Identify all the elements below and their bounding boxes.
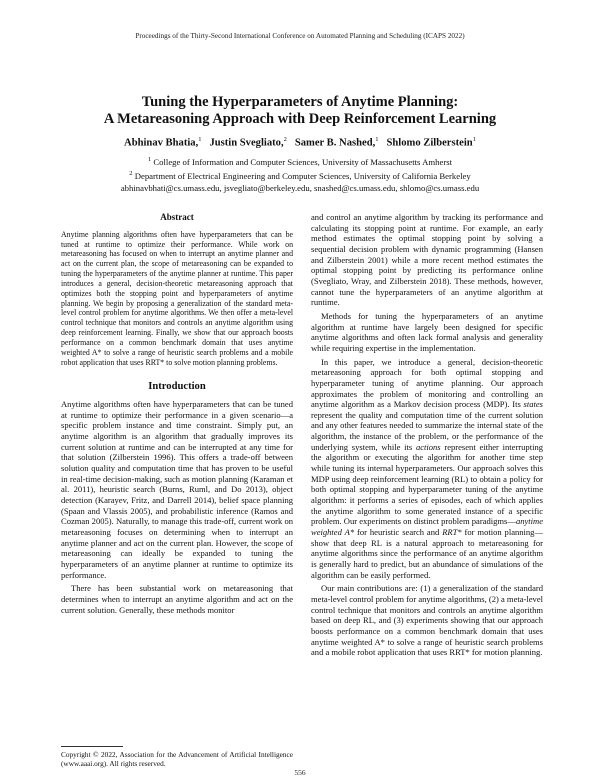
body-paragraph: There has been substantial work on metareasoning that determines when to interrupt an anytime algorithm and act on the current solution. Generally, these methods monitor bbox=[61, 583, 293, 615]
author-affil-mark: 2 bbox=[283, 136, 287, 143]
body-paragraph: Anytime algorithms often have hyperparameters that can be tuned at runtime to optimize their performance in a given scenario—a specific problem instance and time constraint. Simply put, an anytime algorithm is an algorithm that gradually improves its current solution at runtime and can be interrupted at any time for that solution (Zilberstein 1996). This offers a trade-off between solution quality and computation time that has proven to be useful in real-time decision-making, such as motion planning (Karaman et al. 2011), heuristic search (Burns, Ruml, and Do 2013), object detection (Karayev, Fritz, and Darrell 2014), belief space planning (Spaan and Vlassis 2005), and probabilistic inference (Ramos and Cozman 2005). Naturally, to manage this trade-off, current work on metareasoning focuses on determining when to interrupt an anytime planner and act on the current plan. However, the scope of metareasoning can ideally be expanded to tuning the hyperparameters of an anytime planner at runtime to optimize its performance. bbox=[61, 399, 293, 580]
affiliation: $^1$ College of Information and Computer Sciences, University of Massachusetts Amherst bbox=[147, 156, 453, 167]
author-name: Shlomo Zilberstein bbox=[386, 137, 473, 149]
affiliation: $^2$ Department of Electrical Engineering and Computer Sciences, University of California Berkeley bbox=[129, 170, 471, 182]
term-rrt-star: RRT* bbox=[442, 527, 462, 538]
term-states: states bbox=[523, 399, 543, 410]
affiliations bbox=[0, 154, 600, 194]
copyright-footnote: Copyright © 2022, Association for the Advancement of Artificial Intelligence (www.aaai.org). All rights reserved. bbox=[61, 750, 293, 769]
page-number: 556 bbox=[294, 768, 306, 777]
author-affil-mark: 1 bbox=[472, 136, 476, 143]
title-line-1: Tuning the Hyperparameters of Anytime Planning: bbox=[141, 94, 459, 110]
term-anytime-weighted-astar: anytime weighted A* bbox=[311, 516, 543, 538]
abstract-heading: Abstract bbox=[160, 212, 194, 222]
abstract-text: Anytime planning algorithms often have hyperparameters that can be tuned at runtime to optimize their performance. While work on metareasoning has focused on when to interrupt an anytime planner and act on the current plan, the scope of metareasoning can be expanded to tuning the hyperparameters of the anytime planner at runtime. This paper introduces a general, decision-theoretic metareasoning approach that optimizes both the stopping point and hyperparameters of anytime planning. We begin by proposing a generalization of the standard meta-level control problem for anytime algorithms. We then offer a meta-level control technique that monitors and controls an anytime algorithm using deep reinforcement learning. Finally, we show that our approach boosts performance on a common benchmark domain that uses anytime weighted A* to solve a range of heuristic search problems and a mobile robot application that uses RRT* to solve motion planning problems. bbox=[61, 229, 293, 367]
paper-title bbox=[0, 94, 600, 128]
author-name: Justin Svegliato, bbox=[209, 137, 284, 149]
author-affil-mark: 1 bbox=[198, 136, 202, 143]
body-paragraph: Our main contributions are: (1) a generalization of the standard meta-level control problem for anytime algorithms, (2) a meta-level control technique that monitors and controls an anytime algorithm based on deep RL, and (3) experiments showing that our approach boosts performance on a common benchmark domain that uses anytime weighted A* to solve a range of heuristic search problems and a mobile robot application that uses RRT* for motion planning. bbox=[311, 583, 543, 658]
author-affil-mark: 1 bbox=[375, 136, 379, 143]
left-column bbox=[61, 212, 293, 615]
body-paragraph: and control an anytime algorithm by tracking its performance and calculating its stopping point at runtime. For example, an early method estimates the optimal stopping point by solving a sequential decision problem with dynamic programming (Hansen and Zilberstein 2001) while a more recent method estimates the optimal stopping point by predicting its performance online (Svegliato, Wray, and Zilberstein 2018). These methods, however, cannot tune the hyperparameters of an anytime algorithm at runtime. bbox=[311, 212, 543, 308]
right-column bbox=[311, 212, 543, 658]
author-list bbox=[0, 136, 600, 149]
running-head: Proceedings of the Thirty-Second International Conference on Automated Planning and Scheduling (ICAPS 2022) bbox=[135, 32, 465, 40]
author-name: Samer B. Nashed, bbox=[294, 137, 376, 149]
introduction-heading: Introduction bbox=[148, 381, 206, 393]
footnote-rule bbox=[61, 746, 123, 747]
body-paragraph: Methods for tuning the hyperparameters of an anytime algorithm at runtime have largely been designed for specific anytime algorithms and often lack formal analysis and generality while requiring expertise in the implementation. bbox=[311, 310, 543, 353]
author-name: Abhinav Bhatia, bbox=[124, 137, 199, 149]
title-line-2: A Metareasoning Approach with Deep Reinforcement Learning bbox=[103, 111, 497, 127]
term-actions: actions bbox=[415, 441, 441, 452]
author-emails: abhinavbhati@cs.umass.edu, jsvegliato@berkeley.edu, snashed@cs.umass.edu, shlomo@cs.umass.edu bbox=[120, 182, 480, 193]
body-paragraph: In this paper, we introduce a general, decision-theoretic metareasoning approach for both optimal stopping and hyperparameter tuning of anytime planning. Our approach approximates the problem of monitoring and controlling an anytime algorithm as a Markov decision process (MDP). Its states represent the quality and computation time of the current solution and any other features needed to summarize the internal state of the algorithm, the instance of the problem, or the performance of the underlying system, while its actions represent either interrupting the algorithm or executing the algorithm for another time step while tuning its internal hyperparameters. Our approach solves this MDP using deep reinforcement learning (RL) to obtain a policy for both optimal stopping and hyperparameter tuning of the anytime algorithm: it performs a series of episodes, each of which applies the anytime algorithm to some generated instance of a specific problem. Our experiments on distinct problem paradigms—anytime weighted A* for heuristic search and RRT* for motion planning—show that deep RL is a natural approach to metareasoning for anytime algorithms since the performance of an anytime algorithm is generally hard to predict, but an abundance of simulations of the algorithm can be easily performed. bbox=[311, 356, 543, 580]
